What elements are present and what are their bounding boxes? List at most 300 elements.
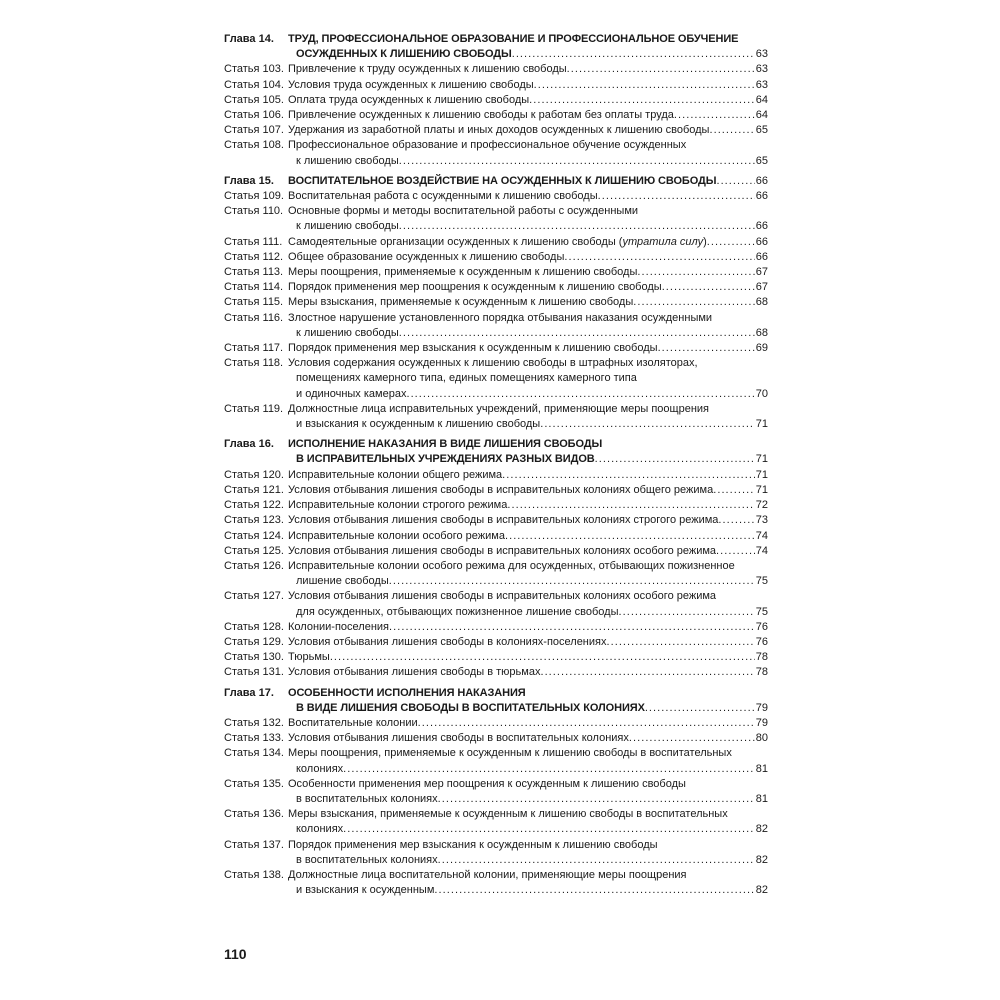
title-line (288, 650, 768, 665)
page-ref: 81 (755, 792, 768, 805)
entry-title (288, 746, 768, 776)
title-text: Условия отбывания лишения свободы в исправительных колониях общего режима (288, 483, 714, 496)
dot-leader (662, 280, 755, 295)
title-text: Меры поощрения, применяемые к осужденным к лишению свободы (288, 266, 638, 279)
article-label: Статья 132. (224, 716, 284, 729)
dot-leader (540, 417, 755, 432)
title-text: колониях (296, 823, 344, 836)
entry-title (288, 138, 768, 168)
entry-title (288, 483, 768, 498)
dot-leader (399, 326, 755, 341)
article-entry (224, 746, 768, 776)
article-label: Статья 131. (224, 666, 284, 679)
dot-leader (399, 154, 755, 169)
title-line (288, 868, 768, 883)
article-entry (224, 665, 768, 680)
dot-leader (716, 544, 755, 559)
title-text: Условия отбывания лишения свободы в тюрьмах (288, 666, 541, 679)
page-ref: 65 (755, 154, 768, 167)
title-text: Воспитательная работа с осужденными к лишению свободы (288, 190, 598, 203)
dot-leader (434, 883, 754, 898)
entry-title (288, 250, 768, 265)
title-text: Меры взыскания, применяемые к осужденным к лишению свободы (288, 296, 634, 309)
title-text: помещениях камерного типа, единых помещениях камерного типа (296, 372, 637, 385)
article-entry (224, 235, 768, 250)
title-text: Исправительные колонии общего режима (288, 468, 503, 481)
chapter-block (224, 32, 768, 169)
entry-title (288, 589, 768, 619)
title-text: для осужденных, отбывающих пожизненное лишение свободы (296, 605, 619, 618)
title-text: ВОСПИТАТЕЛЬНОЕ ВОЗДЕЙСТВИЕ НА ОСУЖДЕННЫХ К ЛИШЕНИЮ СВОБОДЫ (288, 174, 717, 187)
title-line (288, 235, 768, 250)
chapter-heading (224, 437, 768, 467)
title-line (288, 437, 768, 452)
title-text: Злостное нарушение установленного порядка отбывания наказания осужденными (288, 311, 713, 324)
chapter-heading (224, 174, 768, 189)
title-line (288, 341, 768, 356)
title-text: Условия содержания осужденных к лишению свободы в штрафных изоляторах, (288, 357, 698, 370)
article-entry (224, 356, 768, 402)
title-text: Условия отбывания лишения свободы в исправительных колониях особого режима (288, 590, 717, 603)
entry-title (288, 716, 768, 731)
page-ref: 71 (755, 418, 768, 431)
page-ref: 72 (755, 499, 768, 512)
dot-leader (389, 620, 755, 635)
title-line (288, 78, 768, 93)
title-text: Колонии-поселения (288, 620, 390, 633)
article-label: Статья 129. (224, 635, 284, 648)
title-line (288, 62, 768, 77)
title-line (288, 138, 768, 153)
title-line (288, 265, 768, 280)
title-text: Основные формы и методы воспитательной работы с осужденными (288, 205, 639, 218)
title-line (288, 716, 768, 731)
dot-leader (713, 483, 755, 498)
article-entry (224, 838, 768, 868)
page-ref: 69 (755, 342, 768, 355)
article-entry (224, 468, 768, 483)
title-line (288, 544, 768, 559)
title-line (288, 326, 768, 341)
dot-leader (707, 235, 755, 250)
entry-title (288, 341, 768, 356)
title-text: Порядок применения мер поощрения к осужденным к лишению свободы (288, 281, 662, 294)
entry-title (288, 665, 768, 680)
note: (утратила силу) (615, 235, 707, 248)
article-entry (224, 123, 768, 138)
title-text: Условия отбывания лишения свободы в воспитательных колониях (288, 732, 629, 745)
title-text: к лишению свободы (296, 154, 399, 167)
article-entry (224, 513, 768, 528)
article-label: Статья 105. (224, 93, 284, 106)
page-ref: 75 (755, 605, 768, 618)
article-entry (224, 280, 768, 295)
dot-leader (598, 189, 755, 204)
dot-leader (389, 574, 755, 589)
entry-title (288, 265, 768, 280)
title-line (288, 295, 768, 310)
title-text: Условия отбывания лишения свободы в исправительных колониях особого режима (288, 544, 717, 557)
chapter-label: Глава 15. (224, 174, 274, 187)
title-text: Особенности применения мер поощрения к осужденным к лишению свободы (288, 777, 686, 790)
title-text: Тюрьмы (288, 651, 330, 664)
title-line (288, 807, 768, 822)
article-label: Статья 130. (224, 651, 284, 664)
article-label: Статья 135. (224, 777, 284, 790)
page-ref: 65 (755, 124, 768, 137)
article-entry (224, 93, 768, 108)
title-line (288, 559, 768, 574)
title-text: лишение свободы (296, 575, 389, 588)
title-text: Оплата труда осужденных к лишению свободы (288, 93, 530, 106)
title-line (288, 204, 768, 219)
article-entry (224, 250, 768, 265)
entry-title (288, 295, 768, 310)
dot-leader (637, 265, 754, 280)
entry-title (288, 311, 768, 341)
title-line (288, 513, 768, 528)
title-line (288, 605, 768, 620)
article-label: Статья 107. (224, 124, 284, 137)
article-entry (224, 204, 768, 234)
title-text: к лишению свободы (296, 326, 399, 339)
article-entry (224, 311, 768, 341)
article-label: Статья 122. (224, 499, 284, 512)
title-text: В ИСПРАВИТЕЛЬНЫХ УЧРЕЖДЕНИЯХ РАЗНЫХ ВИДОВ (296, 453, 595, 466)
entry-title (288, 838, 768, 868)
title-line (288, 701, 768, 716)
page-ref: 79 (755, 716, 768, 729)
title-text: Условия отбывания лишения свободы в колониях-поселениях (288, 635, 607, 648)
article-entry (224, 78, 768, 93)
title-text: Должностные лица воспитательной колонии, применяющие меры поощрения (288, 868, 687, 881)
title-text: Самодеятельные организации осужденных к лишению свободы (288, 235, 616, 248)
dot-leader (540, 665, 754, 680)
dot-leader (709, 123, 754, 138)
page-ref: 78 (755, 651, 768, 664)
title-line (288, 483, 768, 498)
article-entry (224, 189, 768, 204)
entry-title (288, 686, 768, 716)
chapter-label: Глава 14. (224, 33, 274, 45)
article-label: Статья 112. (224, 250, 284, 263)
title-text: в воспитательных колониях (296, 853, 438, 866)
entry-title (288, 123, 768, 138)
article-entry (224, 483, 768, 498)
title-line (288, 108, 768, 123)
table-of-contents (224, 32, 768, 903)
page-ref: 76 (755, 620, 768, 633)
title-text: ИСПОЛНЕНИЕ НАКАЗАНИЯ В ВИДЕ ЛИШЕНИЯ СВОБОДЫ (288, 438, 603, 451)
article-label: Статья 133. (224, 732, 284, 745)
entry-title (288, 559, 768, 589)
entry-title (288, 498, 768, 513)
title-text: Общее образование осужденных к лишению свободы (288, 250, 565, 263)
article-entry (224, 868, 768, 898)
page-ref: 70 (755, 387, 768, 400)
title-line (288, 635, 768, 650)
title-line (288, 853, 768, 868)
page-ref: 67 (755, 266, 768, 279)
title-line (288, 746, 768, 761)
article-label: Статья 116. (224, 311, 284, 324)
article-label: Статья 103. (224, 63, 284, 76)
page-ref: 66 (755, 235, 768, 248)
title-line (288, 468, 768, 483)
title-text: к лишению свободы (296, 220, 399, 233)
dot-leader (618, 605, 754, 620)
title-line (288, 883, 768, 898)
title-text: Профессиональное образование и профессиональное обучение осужденных (288, 139, 687, 152)
title-line (288, 620, 768, 635)
dot-leader (529, 93, 755, 108)
article-label: Статья 136. (224, 808, 284, 821)
article-entry (224, 635, 768, 650)
page-ref: 82 (755, 853, 768, 866)
title-line (288, 219, 768, 234)
article-entry (224, 341, 768, 356)
article-entry (224, 498, 768, 513)
dot-leader (629, 731, 755, 746)
article-label: Статья 137. (224, 838, 284, 851)
chapter-heading (224, 686, 768, 716)
title-line (288, 189, 768, 204)
article-label: Статья 118. (224, 357, 284, 370)
page-ref: 80 (755, 732, 768, 745)
dot-leader (534, 78, 755, 93)
entry-title (288, 189, 768, 204)
article-entry (224, 650, 768, 665)
entry-title (288, 108, 768, 123)
page-ref: 76 (755, 635, 768, 648)
article-label: Статья 134. (224, 747, 284, 760)
article-label: Статья 127. (224, 590, 284, 603)
title-text: и одиночных камерах (296, 387, 407, 400)
title-line (288, 387, 768, 402)
entry-title (288, 620, 768, 635)
article-entry (224, 731, 768, 746)
title-line (288, 792, 768, 807)
dot-leader (418, 716, 755, 731)
chapter-label: Глава 17. (224, 686, 274, 699)
article-label: Статья 119. (224, 402, 284, 415)
article-entry (224, 138, 768, 168)
entry-title (288, 731, 768, 746)
page-ref: 79 (755, 701, 768, 714)
page-ref: 74 (755, 529, 768, 542)
article-label: Статья 104. (224, 78, 284, 91)
dot-leader (674, 108, 755, 123)
page-ref: 63 (755, 48, 768, 61)
entry-title (288, 437, 768, 467)
title-line (288, 762, 768, 777)
title-line (288, 123, 768, 138)
title-line (288, 665, 768, 680)
page-ref: 78 (755, 666, 768, 679)
title-text: Удержания из заработной платы и иных доходов осужденных к лишению свободы (288, 124, 710, 137)
entry-title (288, 777, 768, 807)
title-line (288, 250, 768, 265)
title-line (288, 280, 768, 295)
dot-leader (716, 174, 754, 189)
title-text: Исправительные колонии строгого режима (288, 499, 508, 512)
title-text: ТРУД, ПРОФЕССИОНАЛЬНОЕ ОБРАЗОВАНИЕ И ПРОФЕССИОНАЛЬНОЕ ОБУЧЕНИЕ (288, 33, 739, 45)
page-ref: 66 (755, 190, 768, 203)
title-text: Условия отбывания лишения свободы в исправительных колониях строгого режима (288, 514, 719, 527)
entry-title (288, 32, 768, 62)
article-label: Статья 128. (224, 620, 284, 633)
title-text: Порядок применения мер взыскания к осужденным к лишению свободы (288, 838, 658, 851)
dot-leader (595, 452, 755, 467)
dot-leader (512, 47, 755, 62)
chapter-block (224, 437, 768, 680)
title-line (288, 32, 768, 47)
article-label: Статья 124. (224, 529, 284, 542)
title-line (288, 356, 768, 371)
entry-title (288, 807, 768, 837)
title-text: Исправительные колонии особого режима для осужденных, отбывающих пожизненное (288, 559, 735, 572)
page-ref: 64 (755, 109, 768, 122)
page-ref: 73 (755, 514, 768, 527)
title-line (288, 822, 768, 837)
title-line (288, 174, 768, 189)
entry-title (288, 174, 768, 189)
article-label: Статья 113. (224, 266, 284, 279)
dot-leader (645, 701, 755, 716)
title-line (288, 417, 768, 432)
title-text: Меры поощрения, применяемые к осужденным к лишению свободы в воспитательных (288, 747, 732, 760)
page-ref: 66 (755, 250, 768, 263)
article-entry (224, 559, 768, 589)
title-line (288, 731, 768, 746)
article-label: Статья 125. (224, 544, 284, 557)
title-line (288, 402, 768, 417)
page-ref: 82 (755, 823, 768, 836)
article-label: Статья 121. (224, 483, 284, 496)
title-text: Привлечение к труду осужденных к лишению свободы (288, 63, 567, 76)
title-line (288, 589, 768, 604)
page-ref: 68 (755, 296, 768, 309)
title-line (288, 529, 768, 544)
entry-title (288, 204, 768, 234)
entry-title (288, 402, 768, 432)
page-ref: 66 (755, 174, 768, 187)
page-ref: 75 (755, 575, 768, 588)
entry-title (288, 93, 768, 108)
article-label: Статья 138. (224, 868, 284, 881)
page-ref: 82 (755, 884, 768, 897)
article-entry (224, 777, 768, 807)
article-label: Статья 110. (224, 205, 284, 218)
dot-leader (658, 341, 755, 356)
dot-leader (406, 387, 754, 402)
dot-leader (633, 295, 755, 310)
dot-leader (567, 62, 755, 77)
title-line (288, 452, 768, 467)
entry-title (288, 468, 768, 483)
entry-title (288, 280, 768, 295)
chapter-block (224, 174, 768, 432)
chapter-label: Глава 16. (224, 438, 274, 451)
page-ref: 71 (755, 468, 768, 481)
title-line (288, 838, 768, 853)
article-entry (224, 402, 768, 432)
entry-title (288, 635, 768, 650)
title-line (288, 154, 768, 169)
dot-leader (330, 650, 755, 665)
entry-title (288, 650, 768, 665)
article-entry (224, 807, 768, 837)
entry-title (288, 544, 768, 559)
title-line (288, 371, 768, 386)
title-text: ОСУЖДЕННЫХ К ЛИШЕНИЮ СВОБОДЫ (296, 48, 512, 61)
page-ref: 64 (755, 93, 768, 106)
title-line (288, 47, 768, 62)
title-text: Исправительные колонии особого режима (288, 529, 505, 542)
chapter-heading (224, 32, 768, 62)
entry-title (288, 529, 768, 544)
article-entry (224, 529, 768, 544)
title-text: Порядок применения мер взыскания к осужденным к лишению свободы (288, 342, 658, 355)
dot-leader (606, 635, 754, 650)
title-line (288, 574, 768, 589)
dot-leader (343, 822, 755, 837)
article-entry (224, 589, 768, 619)
page-ref: 66 (755, 220, 768, 233)
note-text: утратила силу (622, 235, 704, 248)
title-text: в воспитательных колониях (296, 792, 438, 805)
page-ref: 81 (755, 762, 768, 775)
dot-leader (438, 853, 755, 868)
page-ref: 68 (755, 326, 768, 339)
article-label: Статья 106. (224, 109, 284, 122)
title-text: Воспитательные колонии (288, 716, 418, 729)
article-label: Статья 126. (224, 559, 284, 572)
title-text: Должностные лица исправительных учреждений, применяющие меры поощрения (288, 402, 710, 415)
title-text: В ВИДЕ ЛИШЕНИЯ СВОБОДЫ В ВОСПИТАТЕЛЬНЫХ КОЛОНИЯХ (296, 701, 645, 714)
dot-leader (502, 468, 755, 483)
chapter-block (224, 686, 768, 899)
title-text: ОСОБЕННОСТИ ИСПОЛНЕНИЯ НАКАЗАНИЯ (288, 686, 526, 699)
article-label: Статья 123. (224, 514, 284, 527)
page-number: 110 (224, 946, 247, 962)
entry-title (288, 356, 768, 402)
entry-title (288, 62, 768, 77)
title-line (288, 777, 768, 792)
title-text: и взыскания к осужденным к лишению свободы (296, 418, 541, 431)
dot-leader (399, 219, 755, 234)
article-entry (224, 620, 768, 635)
page-ref: 71 (755, 453, 768, 466)
article-label: Статья 114. (224, 281, 284, 294)
entry-title (288, 868, 768, 898)
entry-title (288, 78, 768, 93)
title-line (288, 686, 768, 701)
article-entry (224, 265, 768, 280)
title-text: Условия труда осужденных к лишению свободы (288, 78, 534, 91)
article-label: Статья 111. (224, 235, 283, 248)
dot-leader (564, 250, 754, 265)
entry-title (288, 235, 768, 250)
article-entry (224, 295, 768, 310)
title-text: Привлечение осужденных к лишению свободы к работам без оплаты труда (288, 109, 674, 122)
page-ref: 63 (755, 78, 768, 91)
title-line (288, 311, 768, 326)
article-entry (224, 716, 768, 731)
title-line (288, 93, 768, 108)
article-label: Статья 108. (224, 139, 284, 152)
dot-leader (438, 792, 755, 807)
